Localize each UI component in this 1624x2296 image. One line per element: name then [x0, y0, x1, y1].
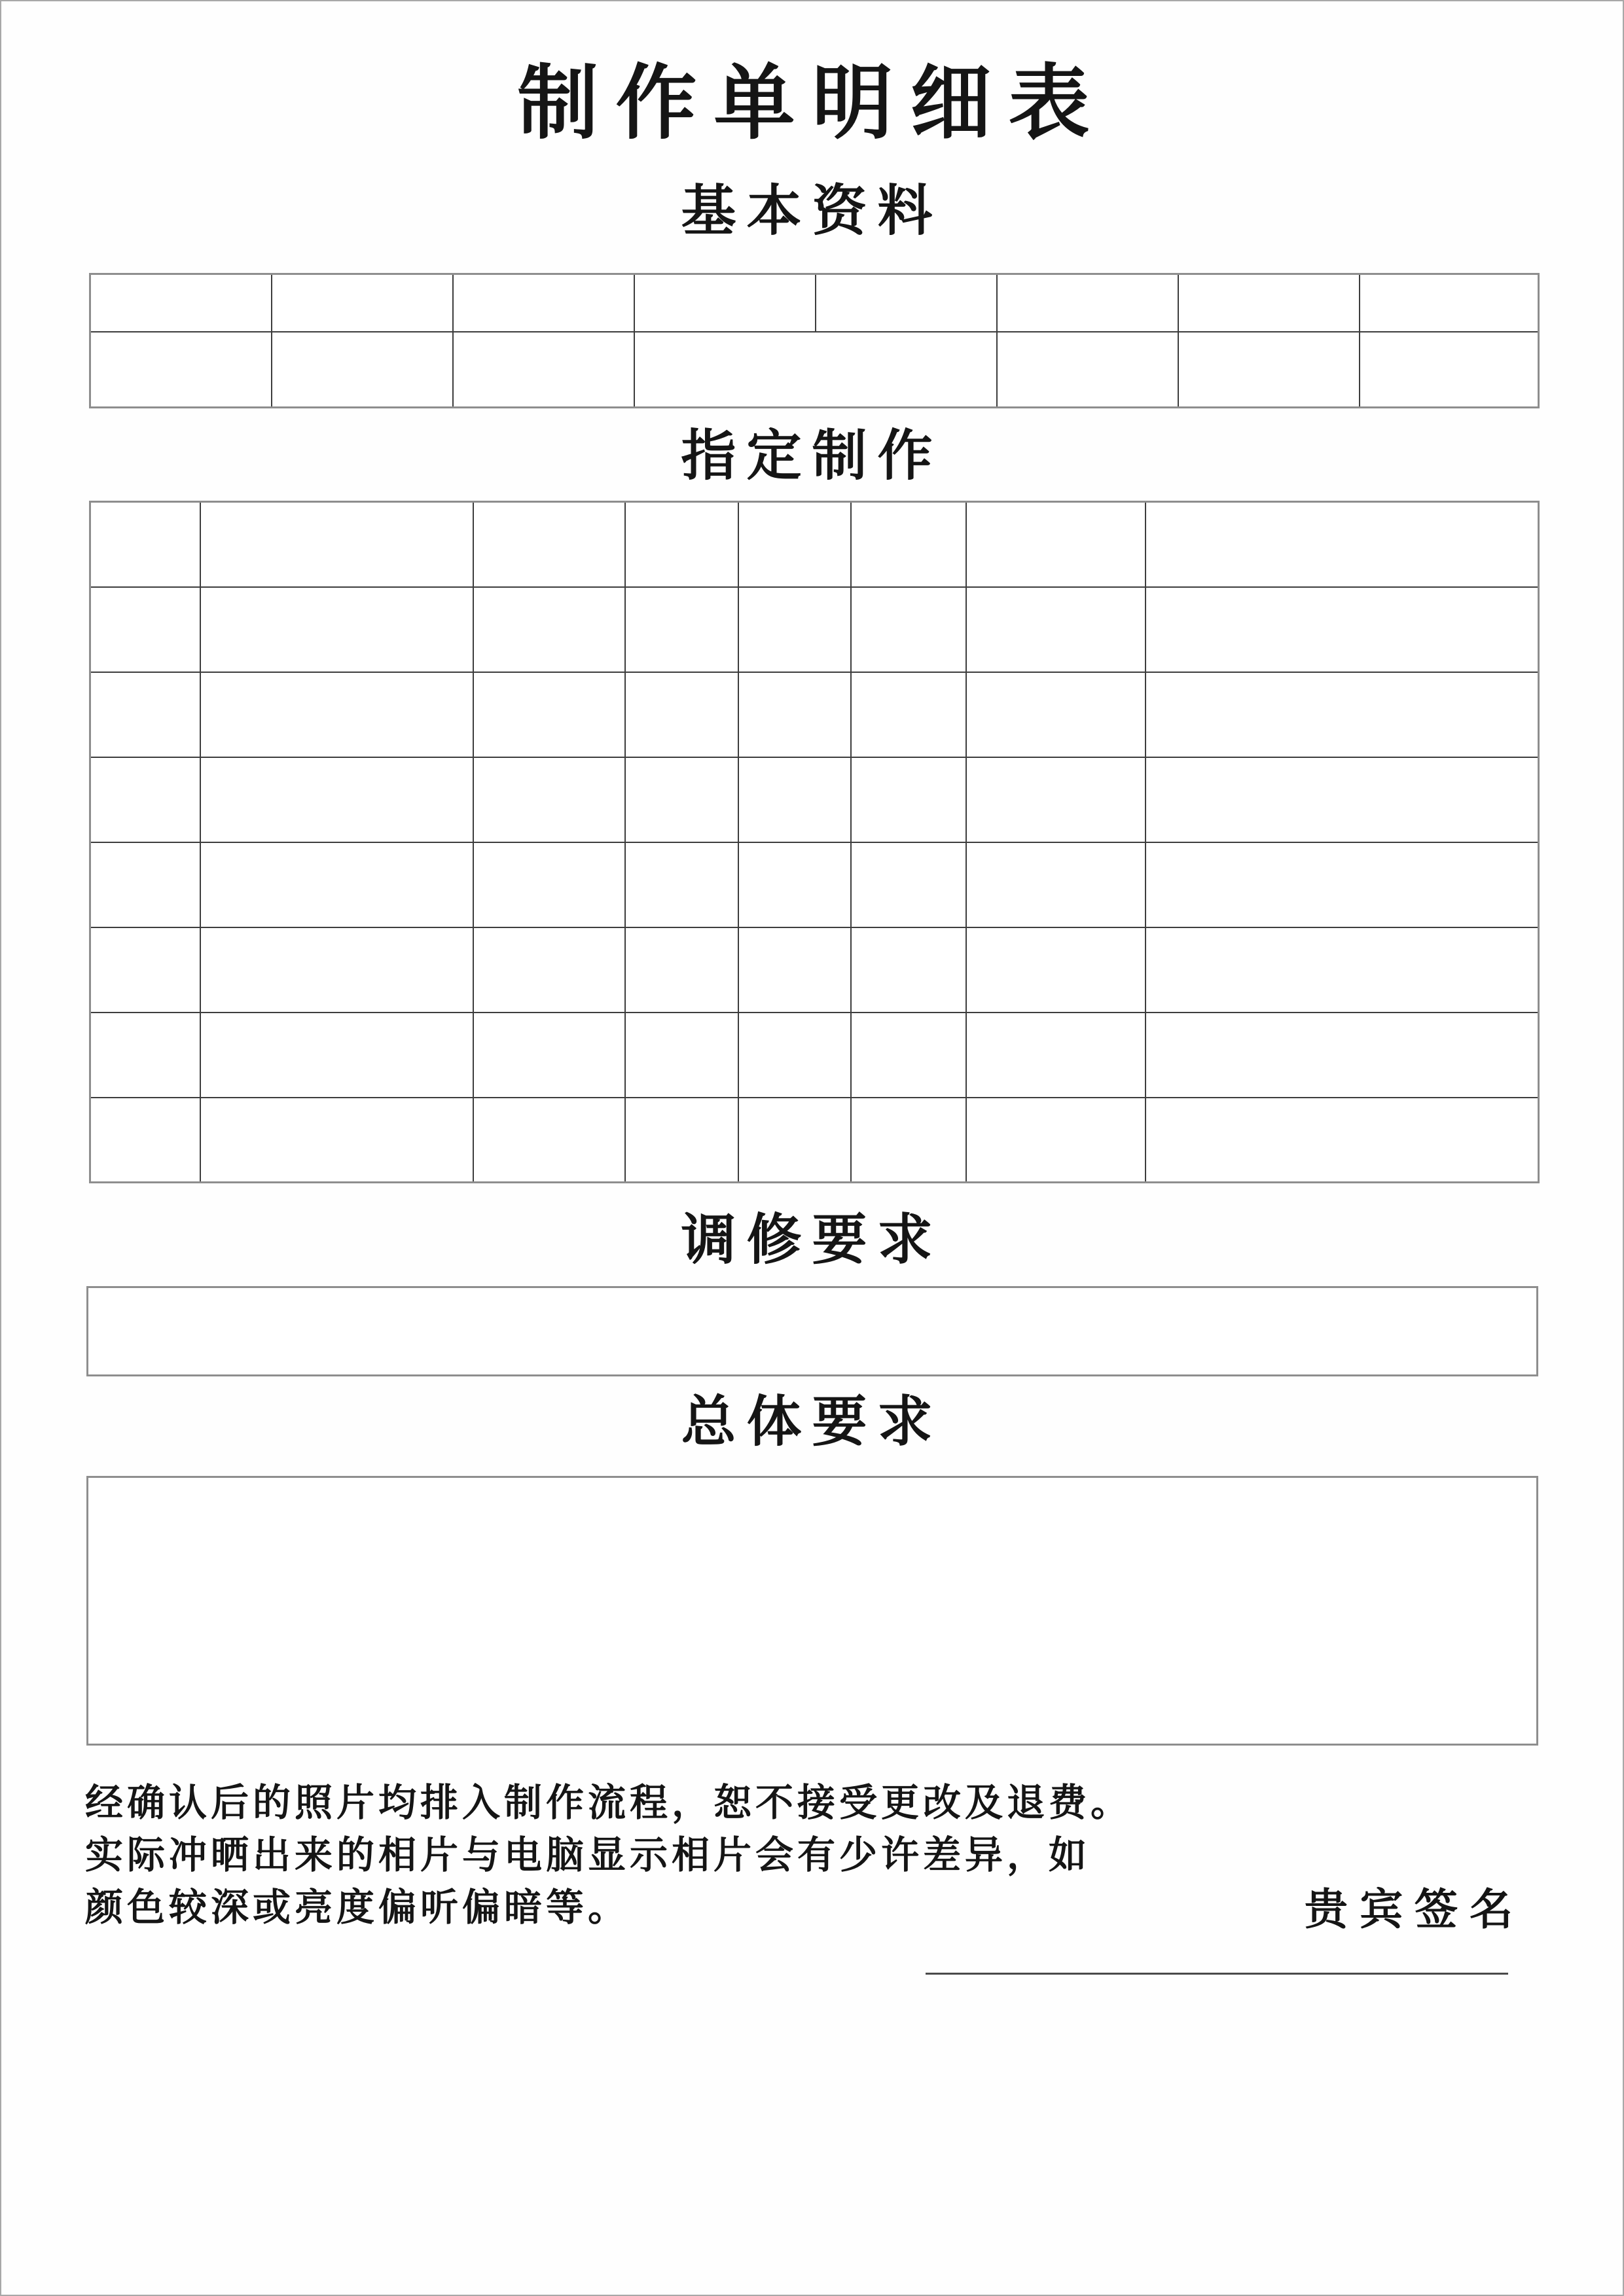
empty-form-cell[interactable] — [625, 1013, 738, 1098]
empty-form-cell[interactable] — [625, 672, 738, 757]
table-row — [90, 927, 1539, 1013]
empty-form-cell[interactable] — [453, 274, 634, 332]
empty-form-cell[interactable] — [851, 1013, 966, 1098]
empty-form-cell[interactable] — [473, 757, 625, 842]
empty-form-cell[interactable] — [966, 587, 1146, 672]
empty-form-cell[interactable] — [738, 927, 851, 1013]
empty-form-cell[interactable] — [625, 757, 738, 842]
empty-form-cell[interactable] — [473, 587, 625, 672]
empty-form-cell[interactable] — [90, 332, 272, 408]
empty-form-cell[interactable] — [738, 672, 851, 757]
table-row — [90, 757, 1539, 842]
basic-info-table — [89, 273, 1540, 408]
custom-production-table — [89, 501, 1540, 1183]
empty-form-cell[interactable] — [851, 672, 966, 757]
empty-form-cell[interactable] — [90, 842, 200, 927]
empty-form-cell[interactable] — [851, 502, 966, 587]
empty-form-cell[interactable] — [738, 842, 851, 927]
empty-form-cell[interactable] — [1360, 274, 1539, 332]
empty-form-cell[interactable] — [738, 757, 851, 842]
empty-form-cell[interactable] — [473, 502, 625, 587]
empty-form-cell[interactable] — [625, 927, 738, 1013]
empty-form-cell[interactable] — [738, 587, 851, 672]
empty-form-cell[interactable] — [473, 1013, 625, 1098]
table-row — [90, 502, 1539, 587]
empty-form-cell[interactable] — [851, 1098, 966, 1183]
empty-form-cell[interactable] — [966, 757, 1146, 842]
section-heading-custom-production: 指定制作 — [681, 423, 943, 488]
retouch-request-field[interactable] — [86, 1286, 1538, 1376]
section-heading-retouch-request: 调修要求 — [681, 1208, 943, 1272]
empty-form-cell[interactable] — [738, 1098, 851, 1183]
empty-form-cell[interactable] — [90, 587, 200, 672]
empty-form-cell[interactable] — [816, 274, 997, 332]
empty-form-cell[interactable] — [90, 757, 200, 842]
empty-form-cell[interactable] — [200, 587, 473, 672]
empty-form-cell[interactable] — [851, 757, 966, 842]
empty-form-cell[interactable] — [90, 927, 200, 1013]
empty-form-cell[interactable] — [625, 587, 738, 672]
empty-form-cell[interactable] — [1146, 1013, 1539, 1098]
empty-form-cell[interactable] — [1146, 842, 1539, 927]
empty-form-cell[interactable] — [200, 1098, 473, 1183]
empty-form-cell[interactable] — [90, 502, 200, 587]
empty-form-cell[interactable] — [625, 842, 738, 927]
section-heading-overall-request: 总体要求 — [681, 1390, 943, 1454]
empty-form-cell[interactable] — [1178, 274, 1360, 332]
table-row — [90, 842, 1539, 927]
empty-form-cell[interactable] — [200, 672, 473, 757]
empty-form-cell[interactable] — [966, 1013, 1146, 1098]
disclaimer-line: 颜色较深或亮度偏听偏暗等。 — [85, 1885, 630, 1929]
empty-form-cell[interactable] — [634, 274, 816, 332]
empty-form-cell[interactable] — [90, 274, 272, 332]
empty-form-cell[interactable] — [625, 502, 738, 587]
empty-form-cell[interactable] — [200, 842, 473, 927]
empty-form-cell[interactable] — [473, 1098, 625, 1183]
page-title: 制作单明细表 — [517, 56, 1107, 151]
empty-form-cell[interactable] — [851, 842, 966, 927]
empty-form-cell[interactable] — [473, 672, 625, 757]
overall-request-field[interactable] — [86, 1476, 1538, 1746]
empty-form-cell[interactable] — [473, 927, 625, 1013]
empty-form-cell[interactable] — [473, 842, 625, 927]
empty-form-cell[interactable] — [997, 332, 1178, 408]
empty-form-cell[interactable] — [90, 1013, 200, 1098]
empty-form-cell[interactable] — [200, 757, 473, 842]
empty-form-cell[interactable] — [851, 587, 966, 672]
empty-form-cell[interactable] — [966, 927, 1146, 1013]
disclaimer-line: 实际冲晒出来的相片与电脑显示相片会有少许差异，如 — [85, 1833, 1091, 1877]
empty-form-cell[interactable] — [966, 1098, 1146, 1183]
empty-form-cell[interactable] — [966, 672, 1146, 757]
empty-form-cell[interactable] — [200, 1013, 473, 1098]
empty-form-cell[interactable] — [1360, 332, 1539, 408]
empty-form-cell[interactable] — [738, 502, 851, 587]
empty-form-cell[interactable] — [1146, 927, 1539, 1013]
section-heading-basic-info: 基本资料 — [681, 179, 943, 243]
table-row — [90, 332, 1539, 408]
disclaimer-notes — [85, 1776, 1132, 1933]
empty-form-cell[interactable] — [272, 332, 453, 408]
empty-form-cell[interactable] — [1146, 587, 1539, 672]
empty-form-cell[interactable] — [453, 332, 634, 408]
disclaimer-line: 经确认后的照片均排入制作流程，恕不接受更改及退费。 — [85, 1780, 1133, 1825]
empty-form-cell[interactable] — [851, 927, 966, 1013]
empty-form-cell[interactable] — [997, 274, 1178, 332]
signature-line[interactable] — [926, 1973, 1508, 1975]
table-row — [90, 1013, 1539, 1098]
table-row — [90, 274, 1539, 332]
empty-form-cell[interactable] — [1146, 502, 1539, 587]
empty-form-cell[interactable] — [1178, 332, 1360, 408]
table-row — [90, 672, 1539, 757]
empty-form-cell[interactable] — [200, 927, 473, 1013]
table-row — [90, 587, 1539, 672]
empty-form-cell[interactable] — [738, 1013, 851, 1098]
empty-form-cell[interactable] — [1146, 672, 1539, 757]
empty-form-cell[interactable] — [1146, 757, 1539, 842]
empty-form-cell[interactable] — [200, 502, 473, 587]
empty-form-cell[interactable] — [966, 502, 1146, 587]
empty-form-cell[interactable] — [90, 672, 200, 757]
table-row — [90, 1098, 1539, 1183]
empty-form-cell[interactable] — [634, 332, 997, 408]
empty-form-cell[interactable] — [966, 842, 1146, 927]
empty-form-cell[interactable] — [1146, 1098, 1539, 1183]
signature-label: 贵宾签名 — [1305, 1884, 1525, 1935]
empty-form-cell[interactable] — [90, 1098, 200, 1183]
empty-form-cell[interactable] — [625, 1098, 738, 1183]
empty-form-cell[interactable] — [272, 274, 453, 332]
